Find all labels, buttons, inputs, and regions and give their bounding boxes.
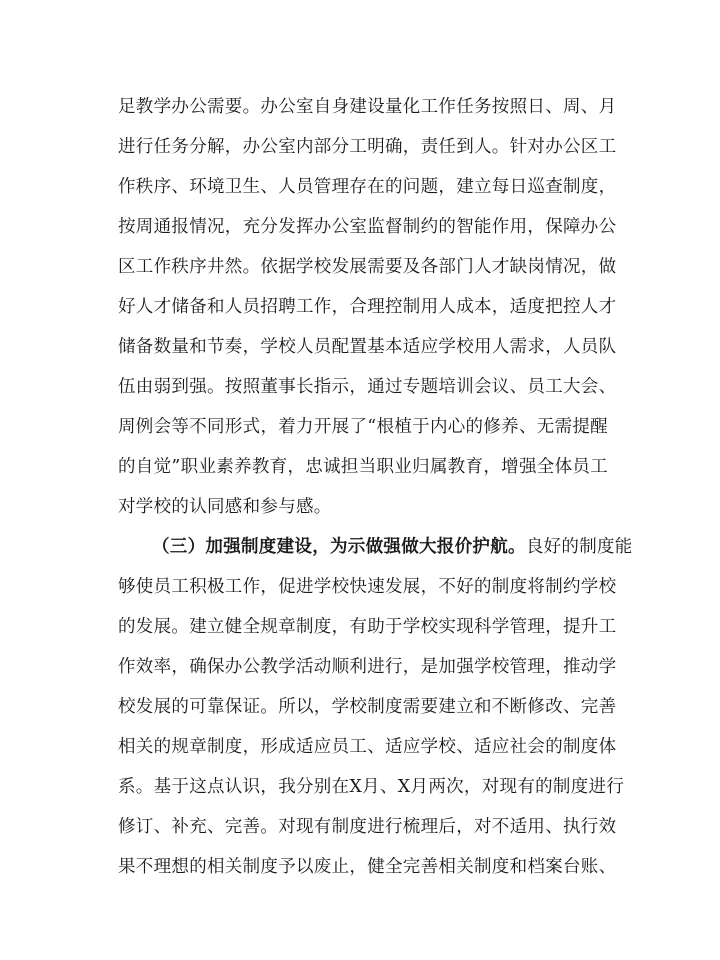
text-line: 作秩序、环境卫生、人员管理存在的问题，建立每日巡查制度，: [118, 177, 617, 197]
text-line: 修订、补充、完善。对现有制度进行梳理后，对不适用、执行效: [118, 817, 617, 837]
text-line: 好人才储备和人员招聘工作，合理控制用人成本，适度把控人才: [118, 297, 617, 317]
text-line: 储备数量和节奏，学校人员配置基本适应学校用人需求，人员队: [118, 337, 617, 357]
text-line: 果不理想的相关制度予以废止，健全完善相关制度和档案台账、: [118, 857, 617, 877]
text-line: 校发展的可靠保证。所以，学校制度需要建立和不断修改、完善: [118, 697, 617, 717]
text-line: 伍由弱到强。按照董事长指示，通过专题培训会议、员工大会、: [118, 377, 617, 397]
text-line: 周例会等不同形式，着力开展了“根植于内心的修养、无需提醒: [118, 417, 608, 437]
text-line: 区工作秩序井然。依据学校发展需要及各部门人才缺岗情况，做: [118, 257, 617, 277]
text-line: 进行任务分解，办公室内部分工明确，责任到人。针对办公区工: [118, 137, 617, 157]
text-line: 的自觉”职业素养教育，忠诚担当职业归属教育，增强全体员工: [118, 457, 608, 477]
text-line: 够使员工积极工作，促进学校快速发展，不好的制度将制约学校: [118, 577, 617, 597]
text-line: 作效率，确保办公教学活动顺利进行，是加强学校管理，推动学: [118, 657, 617, 677]
heading-line-text: 良好的制度能: [525, 537, 633, 557]
text-line: 对学校的认同感和参与感。: [118, 497, 332, 517]
text-line: 足教学办公需要。办公室自身建设量化工作任务按照日、周、月: [118, 97, 617, 117]
section-heading: （三）加强制度建设，为示做强做大报价护航。: [152, 537, 526, 557]
text-line: 的发展。建立健全规章制度，有助于学校实现科学管理，提升工: [118, 617, 617, 637]
section-heading-line: [152, 536, 633, 558]
text-line: 相关的规章制度，形成适应员工、适应学校、适应社会的制度体: [118, 737, 617, 757]
text-line: 按周通报情况，充分发挥办公室监督制约的智能作用，保障办公: [118, 217, 617, 237]
text-line: 系。基于这点认识，我分别在X月、X月两次，对现有的制度进行: [118, 777, 625, 797]
